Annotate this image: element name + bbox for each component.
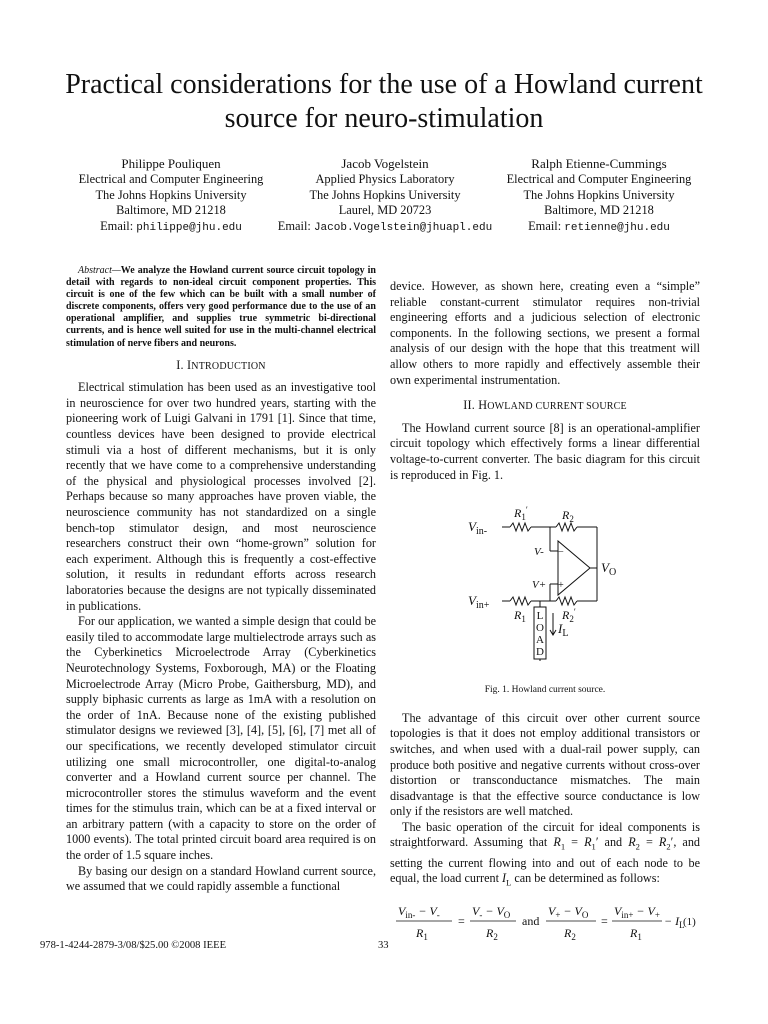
author-org: The Johns Hopkins University bbox=[523, 187, 675, 202]
section-heading-howland: II. HOWLAND CURRENT SOURCE bbox=[463, 398, 627, 413]
author-block-3 bbox=[484, 156, 714, 236]
resistor-r2 bbox=[556, 523, 577, 531]
author-email-line bbox=[484, 219, 714, 236]
eq-numerator-3: $V_+ - V_O$ bbox=[548, 904, 589, 921]
email-label: Email: bbox=[528, 218, 562, 233]
load-letter: A bbox=[536, 634, 544, 647]
email-label: Email: bbox=[277, 218, 311, 233]
eq-tail: − $I_L$ bbox=[664, 914, 685, 931]
author-name: Ralph Etienne-Cummings bbox=[531, 156, 667, 171]
load-letter: L bbox=[536, 610, 544, 623]
section-heading-introduction: I. INTRODUCTION bbox=[176, 357, 266, 372]
resistor-r1-prime bbox=[510, 523, 531, 531]
author-email[interactable]: philippe@jhu.edu bbox=[136, 221, 242, 234]
label-r2-prime: $R_2'$ bbox=[562, 607, 576, 625]
label-r2: $R_2$ bbox=[562, 508, 574, 525]
email-label: Email: bbox=[100, 218, 134, 233]
load-letter: O bbox=[536, 622, 544, 635]
author-block-1 bbox=[56, 156, 286, 236]
op-amp-plus-sign: + bbox=[558, 580, 564, 592]
eq-numerator-4: $V_{in+} - V_+$ bbox=[614, 904, 660, 921]
author-address: Laurel, MD 20723 bbox=[338, 203, 432, 218]
eq-numerator-1: $V_{in-} - V_-$ bbox=[398, 904, 440, 921]
footer-copyright: 978-1-4244-2879-3/08/$25.00 ©2008 IEEE bbox=[40, 940, 227, 951]
label-v-minus: V- bbox=[534, 546, 544, 559]
howland-paragraph: The Howland current source [8] is an operational-amplifier circuit topology which effectively forms a linear differential voltage-to-current converter. The basic diagram for this circuit is reproduced in Fig. 1. bbox=[390, 420, 700, 482]
equation-1 bbox=[390, 899, 700, 945]
author-dept: Electrical and Computer Engineering bbox=[506, 172, 692, 187]
paper-title: Practical considerations for the use of a Howland current source for neuro-stimulation bbox=[65, 69, 703, 134]
eq-and: and bbox=[522, 914, 540, 929]
author-org: The Johns Hopkins University bbox=[95, 187, 247, 202]
author-org: The Johns Hopkins University bbox=[309, 187, 461, 202]
resistor-r2-prime bbox=[556, 597, 577, 605]
eq-denominator-1: $R_1$ bbox=[416, 926, 428, 943]
label-r1-prime: $R_1'$ bbox=[514, 505, 528, 523]
author-block-2 bbox=[254, 156, 516, 236]
author-email-line bbox=[56, 219, 286, 236]
right-column bbox=[390, 279, 700, 945]
label-vin-minus: $V_{in-}$ bbox=[468, 519, 488, 538]
abstract-text: We analyze the Howland current source circuit topology in detail with regards to non-ideal circuit component properties. This circuit is one of the few which can be built with a small number of discrete components, offers very good performance due to the use of an operational amplifier, and supplies true symmetric bi-directional currents, and is hence well suited for use in the multi-channel electrical stimulation of nerve fibers and neurons. bbox=[66, 265, 376, 349]
circuit-diagram bbox=[390, 489, 700, 661]
intro-paragraph-2: For our application, we wanted a simple design that could be easily tiled to accommodate large multielectrode arrays such as the Cyberkinetics Microelectrode Array (Cyberkinetics Neurotechnology Systems, Foxborough, MA) or the Floating Microelectrode Array (Micro Probe, Gaithersburg, MD), and supply biphasic currents as large as 1mA with a resolution on the order of 1nA. Because none of the existing published stimulator designs we reviewed [3], [4], [5], [6], [7] met all of our specifications, we recently developed stimulator circuit utilizing one small microcontroller, one digital-to-analog converter and a Howland current source per channel. The microcontroller stores the stimulus waveform and the event times for the stimulus train, which can be at a fixed interval or an arbitrary pattern (with a capacity to store on the order of 1000 events). The total printed circuit board area required is on the order of 1.5 square inches. bbox=[66, 614, 376, 863]
label-r1: $R_1$ bbox=[514, 608, 526, 625]
author-name: Philippe Pouliquen bbox=[121, 156, 221, 171]
eq-denominator-2: $R_2$ bbox=[486, 926, 498, 943]
eq-numerator-2: $V_- - V_O$ bbox=[472, 904, 511, 921]
label-vo: $V_O$ bbox=[601, 560, 617, 579]
author-email[interactable]: Jacob.Vogelstein@jhuapl.edu bbox=[313, 221, 493, 234]
right-paragraph-continuation: device. However, as shown here, creating even a “simple” reliable constant-current stimulator requires non-trivial engineering efforts and a judicious selection of electronic components. In the following sections, we present a formal analysis of our design with the hope that this treatment will allow others to more rapidly and effectively assemble their own experimental instrumentation. bbox=[390, 279, 700, 387]
author-email[interactable]: retienne@jhu.edu bbox=[564, 221, 670, 234]
abstract-lead: Abstract— bbox=[78, 265, 121, 276]
svg-text:=: = bbox=[458, 914, 465, 929]
author-name: Jacob Vogelstein bbox=[341, 156, 429, 171]
page-number: 33 bbox=[378, 940, 389, 951]
author-address: Baltimore, MD 21218 bbox=[116, 203, 226, 218]
op-amp-minus-sign: − bbox=[558, 547, 564, 559]
howland-circuit-figure bbox=[390, 489, 700, 661]
author-address: Baltimore, MD 21218 bbox=[544, 203, 654, 218]
eq-number: (1) bbox=[683, 916, 696, 929]
resistor-r1 bbox=[510, 597, 531, 605]
intro-paragraph-3: By basing our design on a standard Howland current source, we assumed that we could rapidly assemble a functional bbox=[66, 863, 376, 894]
intro-paragraph-1: Electrical stimulation has been used as an investigative tool in neuroscience for over two hundred years, starting with the pioneering work of Luigi Galvani in 1791 [1]. Since that time, countless devices have been designed to provide electrical stimuli via a host of different mechanisms, but it is only recently that we have come to a comprehensive understanding of the physical and physiological processes involved [2]. Perhaps because so many approaches have proven viable, the neuroscience community has not standardized on a single bench-top stimulator design, and most neuroscience researchers construct their own “home-grown” solution for each experiment. Although this is frequently a cost-effective solution, it results in redundant efforts across research laboratories because the designs are not typically disseminated in publications. bbox=[66, 380, 376, 613]
label-il: $I_L$ bbox=[558, 621, 569, 640]
author-email-line bbox=[254, 219, 516, 236]
author-dept: Applied Physics Laboratory bbox=[315, 172, 455, 187]
figure-caption: Fig. 1. Howland current source. bbox=[484, 685, 606, 696]
basic-operation-paragraph: The basic operation of the circuit for ideal components is straightforward. Assuming that $R_1 = R_1'$ and $R_2 = R_2'$, and setting the current flowing into and out of each node to be equal, the load current $I_L$ can be determined as follows: bbox=[390, 819, 701, 888]
abstract bbox=[66, 265, 376, 350]
author-dept: Electrical and Computer Engineering bbox=[78, 172, 264, 187]
advantage-paragraph: The advantage of this circuit over other current source topologies is that it does not employ additional transistors or switches, and when used with a dual-rail power supply, can produce both positive and negative currents without cross-over distortion or transconductance mismatches. The main disadvantage is that the effective source conductance is low only if the resistors are well matched. bbox=[390, 710, 700, 819]
equation-render bbox=[390, 899, 700, 945]
load-letter: D bbox=[536, 646, 544, 659]
svg-text:=: = bbox=[601, 914, 608, 929]
label-v-plus: V+ bbox=[532, 579, 547, 592]
left-column bbox=[66, 265, 376, 895]
label-vin-plus: $V_{in+}$ bbox=[468, 593, 490, 612]
eq-denominator-4: $R_1$ bbox=[630, 926, 642, 943]
eq-denominator-3: $R_2$ bbox=[564, 926, 576, 943]
